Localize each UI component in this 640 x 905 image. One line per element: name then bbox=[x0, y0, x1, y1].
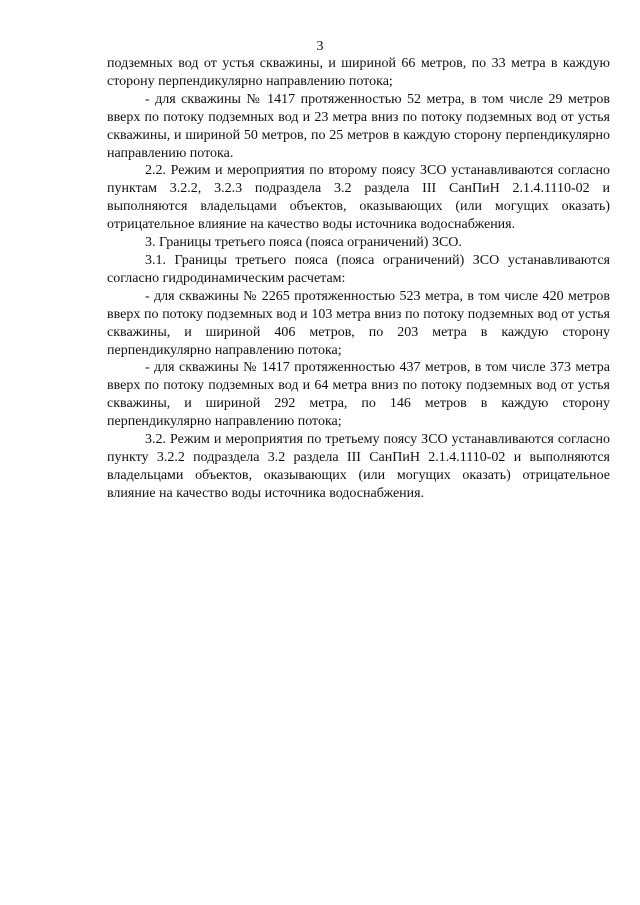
paragraph-zone3-boundaries: 3.1. Границы третьего пояса (пояса ограничений) ЗСО устанавливаются согласно гидродинамическим расчетам: bbox=[107, 252, 610, 286]
paragraph-well-2265-zone3: - для скважины № 2265 протяженностью 523 метра, в том числе 420 метров вверх по потоку подземных вод и 103 метра вниз по потоку подземных вод от устья скважины, и шириной 406 метров, по 203 метра в каждую сторону перпендикулярно направлению потока; bbox=[107, 288, 610, 358]
document-body bbox=[107, 55, 610, 503]
paragraph-zone2-regime: 2.2. Режим и мероприятия по второму поясу ЗСО устанавливаются согласно пунктам 3.2.2, 3.2.3 подраздела 3.2 раздела III СанПиН 2.1.4.1110-02 и выполняются владельцами объектов, оказывающих (или могущих оказать) отрицательное влияние на качество воды источника водоснабжения. bbox=[107, 163, 610, 233]
section-heading-zone3: 3. Границы третьего пояса (пояса ограничений) ЗСО. bbox=[145, 235, 462, 251]
paragraph-zone3-regime: 3.2. Режим и мероприятия по третьему поясу ЗСО устанавливаются согласно пункту 3.2.2 подраздела 3.2 раздела III СанПиН 2.1.4.1110-02 и выполняются владельцами объектов, оказывающих (или могущих оказать) отрицательное влияние на качество воды источника водоснабжения. bbox=[107, 432, 610, 501]
paragraph-well-1417-zone2: - для скважины № 1417 протяженностью 52 метра, в том числе 29 метров вверх по потоку подземных вод и 23 метра вниз по потоку подземных вод от устья скважины, и шириной 50 метров, по 25 метров в каждую сторону перпендикулярно направлению потока. bbox=[107, 91, 610, 161]
page-number: 3 bbox=[316, 39, 324, 54]
paragraph-well-1417-zone3: - для скважины № 1417 протяженностью 437 метров, в том числе 373 метра вверх по потоку подземных вод и 64 метра вниз по потоку подземных вод от устья скважины, и шириной 292 метра, по 146 метров в каждую сторону перпендикулярно направлению потока; bbox=[107, 360, 610, 430]
paragraph-continuation: подземных вод от устья скважины, и шириной 66 метров, по 33 метра в каждую сторону перпендикулярно направлению потока; bbox=[107, 56, 610, 89]
